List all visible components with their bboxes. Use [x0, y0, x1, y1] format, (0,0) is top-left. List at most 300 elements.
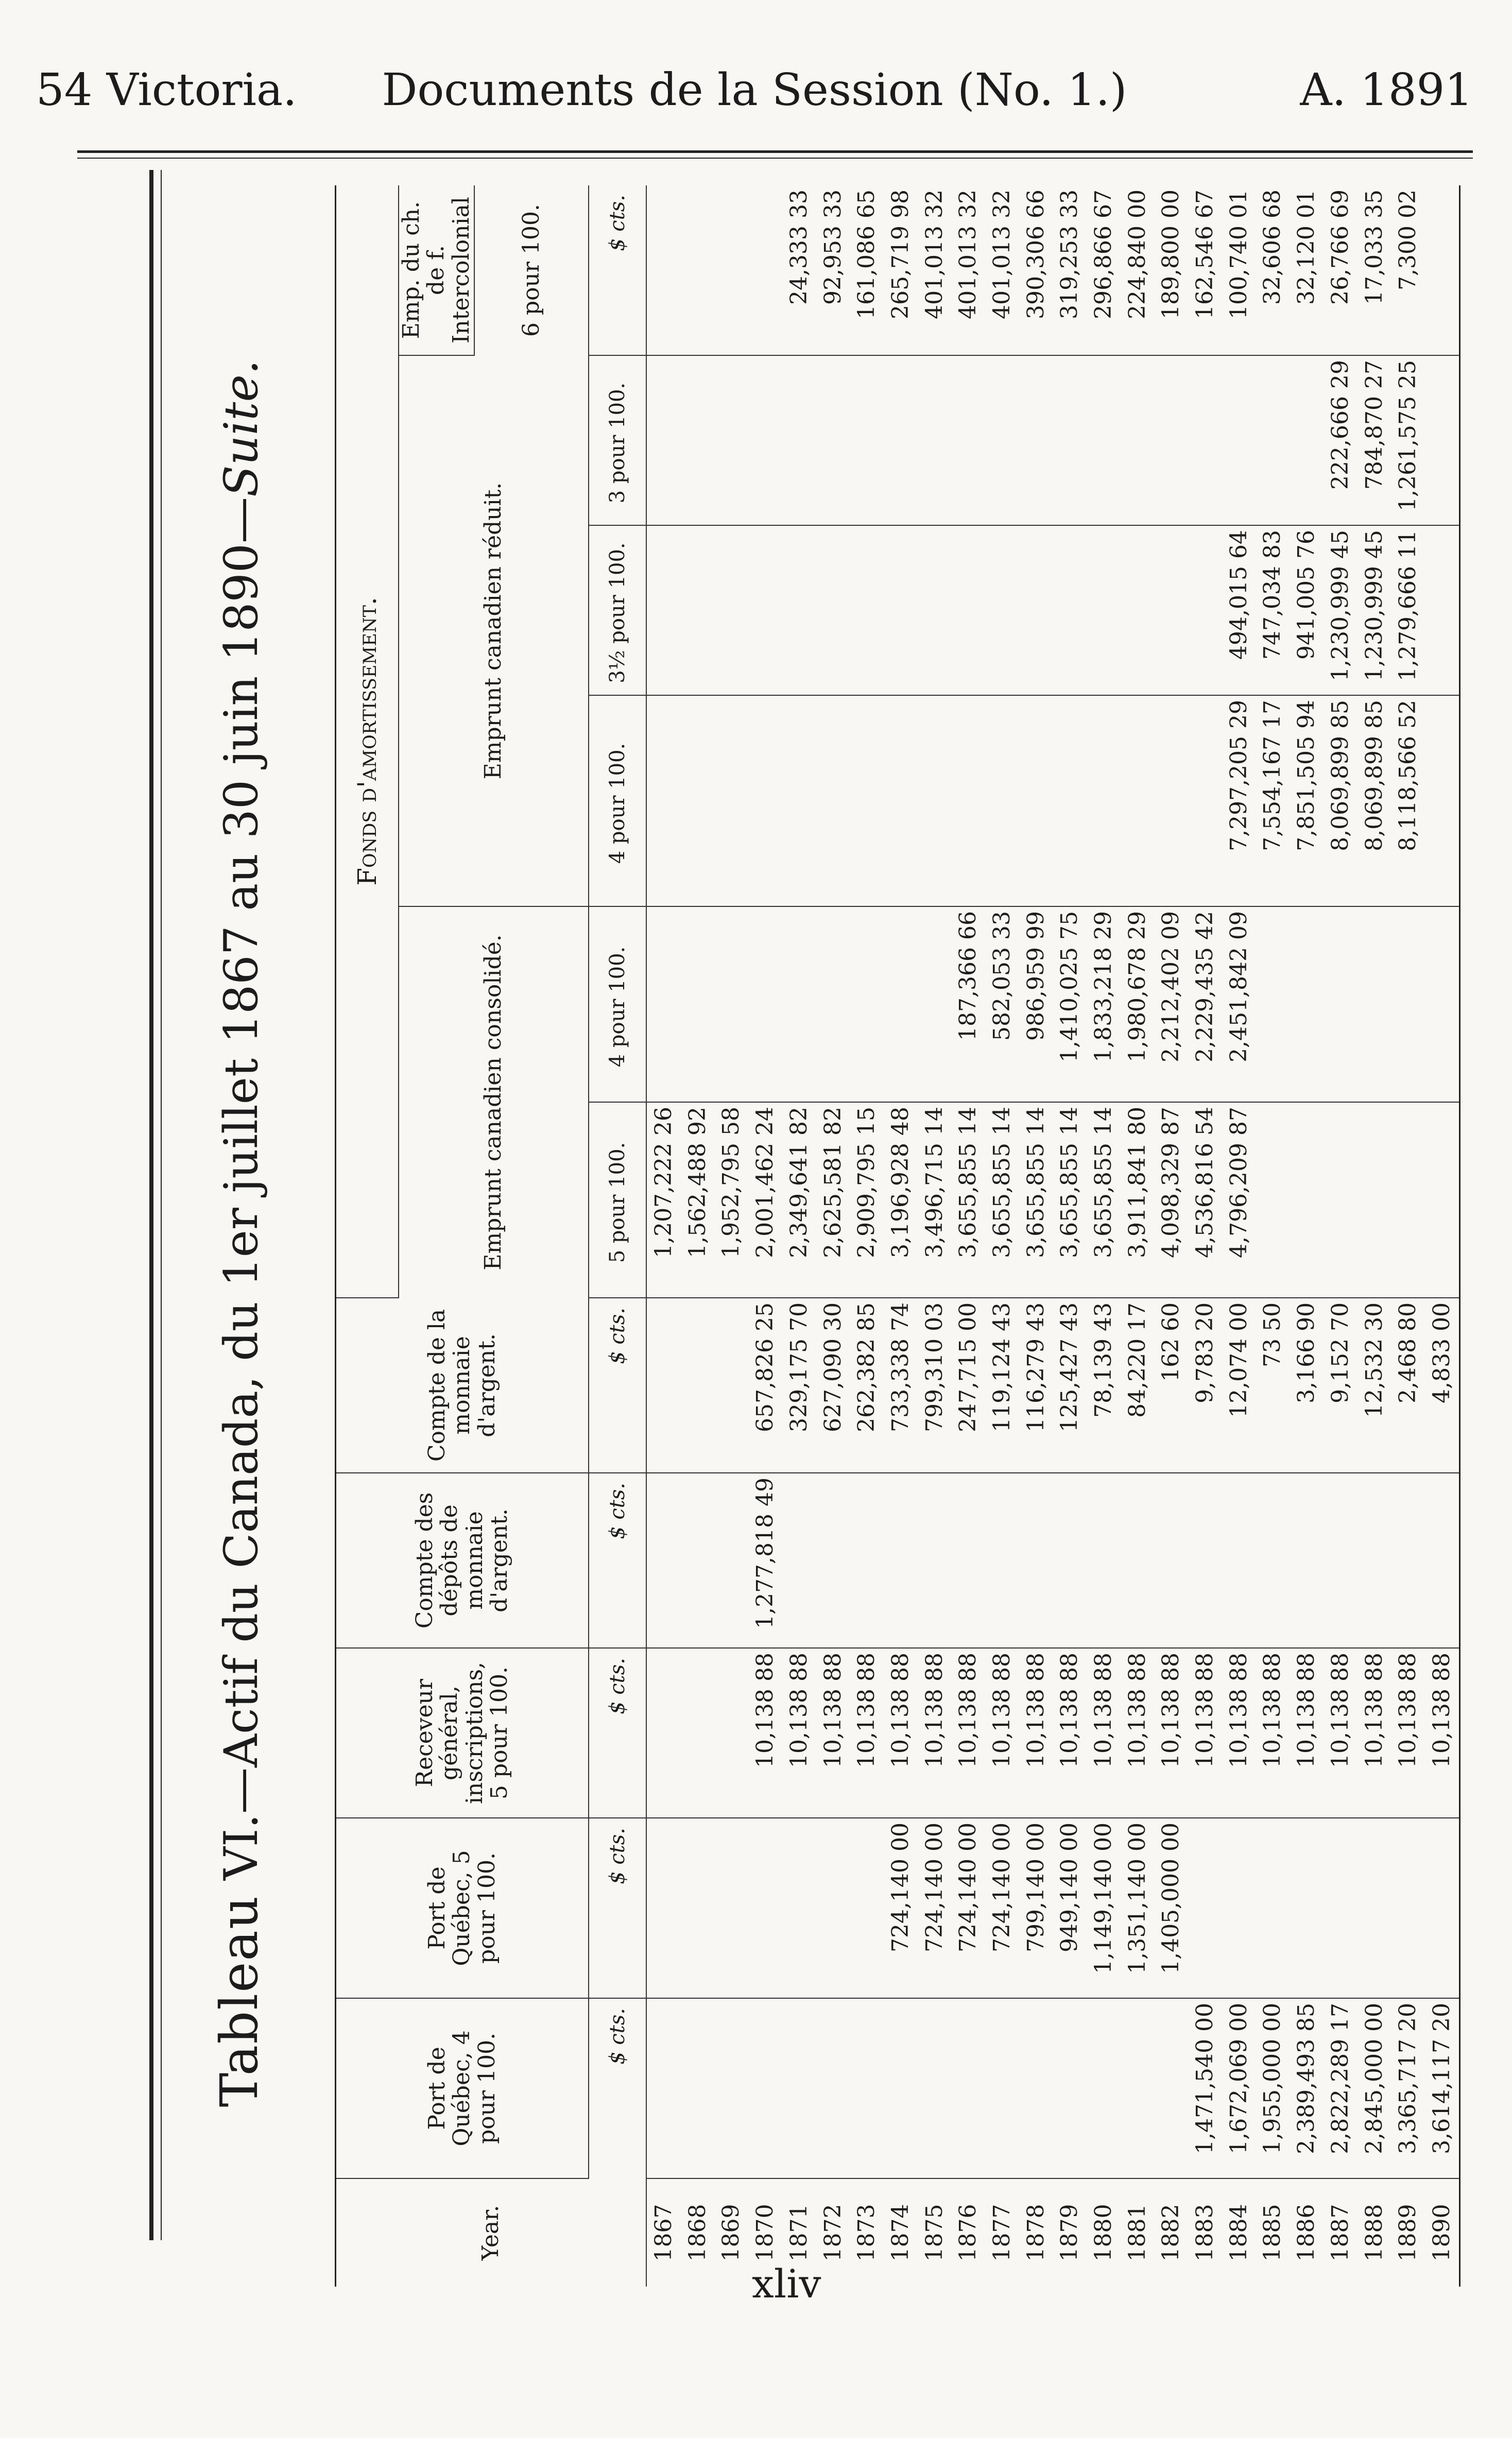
table-row	[918, 185, 952, 2287]
value-cell-rg: 10,138 88	[1290, 1648, 1324, 1818]
year-cell: 1882	[1158, 2204, 1184, 2262]
value-cell-r3	[985, 355, 1019, 525]
value-cell-c5: 3,196,928 48	[884, 1102, 918, 1298]
value-cell-cm: 162 60	[1155, 1298, 1189, 1473]
table-row	[1121, 185, 1155, 2287]
value-cell-p5	[715, 1818, 749, 1998]
year-cell: 1877	[988, 2204, 1015, 2262]
table-frame	[335, 185, 1461, 2287]
value-cell-p5	[1324, 1818, 1358, 1998]
value-cell-c4	[1391, 906, 1425, 1102]
value-cell-r4	[850, 695, 884, 906]
value-cell-r3	[816, 355, 850, 525]
value-cell-r35: 1,230,999 45	[1324, 525, 1358, 695]
value-cell-p5: 724,140 00	[884, 1818, 918, 1998]
value-cell-p4: 3,614,117 20	[1425, 1998, 1459, 2178]
value-cell-c4	[681, 906, 715, 1102]
value-cell-p4	[884, 1998, 918, 2178]
header-rule	[77, 150, 1473, 153]
table-row	[1188, 185, 1222, 2287]
consolide-header: Emprunt canadien consolidé.	[399, 906, 589, 1298]
value-cell-r35	[951, 525, 985, 695]
value-cell-dep	[1222, 1473, 1256, 1648]
value-cell-p4	[782, 1998, 816, 2178]
value-cell-p4: 1,672,069 00	[1222, 1998, 1256, 2178]
running-header	[36, 62, 1473, 118]
value-cell-i6	[1425, 185, 1459, 355]
value-cell-r3	[1019, 355, 1053, 525]
value-cell-rg	[715, 1648, 749, 1818]
table-body	[646, 185, 1459, 2287]
value-cell-dep	[715, 1473, 749, 1648]
value-cell-c4	[748, 906, 782, 1102]
value-cell-p4	[951, 1998, 985, 2178]
value-cell-c4	[782, 906, 816, 1102]
value-cell-i6: 26,766 69	[1324, 185, 1358, 355]
value-cell-c5: 3,655,855 14	[951, 1102, 985, 1298]
value-cell-dep	[1087, 1473, 1121, 1648]
value-cell-r3: 222,666 29	[1324, 355, 1358, 525]
table-row	[1425, 185, 1459, 2287]
value-cell-rg: 10,138 88	[1324, 1648, 1358, 1818]
value-cell-c5	[1256, 1102, 1290, 1298]
value-cell-c4	[1290, 906, 1324, 1102]
value-cell-r35: 1,279,666 11	[1391, 525, 1425, 695]
value-cell-c5	[1391, 1102, 1425, 1298]
value-cell-i6: 32,606 68	[1256, 185, 1290, 355]
value-cell-dep	[1425, 1473, 1459, 1648]
year-cell: 1881	[1124, 2204, 1150, 2262]
value-cell-r3	[1121, 355, 1155, 525]
year-cell: 1888	[1361, 2204, 1387, 2262]
value-cell-r3	[1425, 355, 1459, 525]
value-cell-r3	[1222, 355, 1256, 525]
value-cell-i6: 162,546 67	[1188, 185, 1222, 355]
value-cell-p4	[816, 1998, 850, 2178]
table-row	[816, 185, 850, 2287]
value-cell-r3: 784,870 27	[1358, 355, 1391, 525]
value-cell-dep	[646, 1473, 681, 1648]
value-cell-c4: 187,366 66	[951, 906, 985, 1102]
unit-dep: $ cts.	[589, 1473, 646, 1648]
value-cell-r4	[681, 695, 715, 906]
value-cell-c4	[1324, 906, 1358, 1102]
fonds-header: Fonds d'amortissement.	[336, 185, 399, 1298]
value-cell-p5	[681, 1818, 715, 1998]
table-row	[1053, 185, 1087, 2287]
table-title	[175, 170, 304, 2297]
value-cell-r35	[1053, 525, 1087, 695]
value-cell-c5: 3,655,855 14	[1019, 1102, 1053, 1298]
value-cell-c5: 3,496,715 14	[918, 1102, 952, 1298]
table-row	[951, 185, 985, 2287]
value-cell-rg: 10,138 88	[816, 1648, 850, 1818]
value-cell-dep	[1358, 1473, 1391, 1648]
year-cell: 1884	[1225, 2204, 1252, 2262]
value-cell-r4: 7,851,505 94	[1290, 695, 1324, 906]
value-cell-r35	[681, 525, 715, 695]
value-cell-c4: 2,212,402 09	[1155, 906, 1189, 1102]
year-cell: 1885	[1259, 2204, 1286, 2262]
value-cell-r35	[816, 525, 850, 695]
value-cell-p5: 1,351,140 00	[1121, 1818, 1155, 1998]
value-cell-c5	[1358, 1102, 1391, 1298]
table-row	[1087, 185, 1121, 2287]
value-cell-i6	[646, 185, 681, 355]
header-session: 54 Victoria.	[36, 64, 297, 116]
year-cell: 1869	[718, 2204, 745, 2262]
value-cell-p5: 724,140 00	[918, 1818, 952, 1998]
value-cell-i6: 17,033 35	[1358, 185, 1391, 355]
value-cell-dep	[816, 1473, 850, 1648]
value-cell-p5	[646, 1818, 681, 1998]
value-cell-cm: 12,532 30	[1358, 1298, 1391, 1473]
value-cell-r3	[681, 355, 715, 525]
value-cell-dep	[1121, 1473, 1155, 1648]
table-row	[1358, 185, 1391, 2287]
value-cell-c4	[884, 906, 918, 1102]
value-cell-i6	[681, 185, 715, 355]
value-cell-r4	[782, 695, 816, 906]
table-row	[646, 185, 681, 2287]
value-cell-r4	[1425, 695, 1459, 906]
value-cell-r3	[1053, 355, 1087, 525]
year-cell: 1875	[921, 2204, 948, 2262]
value-cell-i6: 401,013 32	[918, 185, 952, 355]
value-cell-r35	[985, 525, 1019, 695]
value-cell-p5	[782, 1818, 816, 1998]
table-row	[1290, 185, 1324, 2287]
value-cell-p5	[1358, 1818, 1391, 1998]
value-cell-r3	[782, 355, 816, 525]
value-cell-p5	[1188, 1818, 1222, 1998]
year-cell: 1878	[1022, 2204, 1049, 2262]
value-cell-p5: 724,140 00	[951, 1818, 985, 1998]
value-cell-r3	[1155, 355, 1189, 525]
value-cell-c5: 3,655,855 14	[1053, 1102, 1087, 1298]
value-cell-c5: 4,796,209 87	[1222, 1102, 1256, 1298]
value-cell-p4	[715, 1998, 749, 2178]
table-row	[1256, 185, 1290, 2287]
value-cell-r35	[748, 525, 782, 695]
value-cell-cm: 12,074 00	[1222, 1298, 1256, 1473]
value-cell-cm: 627,090 30	[816, 1298, 850, 1473]
value-cell-p4	[646, 1998, 681, 2178]
value-cell-c4	[816, 906, 850, 1102]
unit-p5: $ cts.	[589, 1818, 646, 1998]
value-cell-rg: 10,138 88	[1425, 1648, 1459, 1818]
value-cell-rg: 10,138 88	[951, 1648, 985, 1818]
value-cell-r35	[715, 525, 749, 695]
value-cell-r35	[782, 525, 816, 695]
value-cell-r4	[1121, 695, 1155, 906]
value-cell-i6	[715, 185, 749, 355]
value-cell-cm: 78,139 43	[1087, 1298, 1121, 1473]
value-cell-r35	[884, 525, 918, 695]
year-cell: 1873	[853, 2204, 880, 2262]
value-cell-i6: 390,306 66	[1019, 185, 1053, 355]
margin-rule	[149, 170, 153, 2240]
value-cell-dep	[985, 1473, 1019, 1648]
value-cell-c5: 1,207,222 26	[646, 1102, 681, 1298]
value-cell-p4: 3,365,717 20	[1391, 1998, 1425, 2178]
value-cell-r35	[1425, 525, 1459, 695]
value-cell-r35	[918, 525, 952, 695]
value-cell-r3	[715, 355, 749, 525]
value-cell-dep	[884, 1473, 918, 1648]
value-cell-dep	[1053, 1473, 1087, 1648]
value-cell-c5: 2,909,795 15	[850, 1102, 884, 1298]
value-cell-rg	[681, 1648, 715, 1818]
year-cell: 1890	[1429, 2204, 1455, 2262]
value-cell-p4: 1,955,000 00	[1256, 1998, 1290, 2178]
value-cell-p5: 1,405,000 00	[1155, 1818, 1189, 1998]
value-cell-c4: 2,229,435 42	[1188, 906, 1222, 1102]
value-cell-dep: 1,277,818 49	[748, 1473, 782, 1648]
value-cell-r3	[748, 355, 782, 525]
value-cell-p4	[681, 1998, 715, 2178]
year-cell: 1879	[1056, 2204, 1083, 2262]
value-cell-rg: 10,138 88	[884, 1648, 918, 1818]
value-cell-p4: 2,389,493 85	[1290, 1998, 1324, 2178]
value-cell-r4	[918, 695, 952, 906]
year-cell: 1887	[1327, 2204, 1353, 2262]
value-cell-c5: 2,349,641 82	[782, 1102, 816, 1298]
value-cell-c4	[1425, 906, 1459, 1102]
value-cell-dep	[1188, 1473, 1222, 1648]
value-cell-p5	[850, 1818, 884, 1998]
value-cell-cm: 733,338 74	[884, 1298, 918, 1473]
value-cell-cm	[646, 1298, 681, 1473]
year-cell: 1874	[887, 2204, 914, 2262]
value-cell-r3	[1188, 355, 1222, 525]
value-cell-r35	[1019, 525, 1053, 695]
table-row	[1324, 185, 1358, 2287]
value-cell-i6: 319,253 33	[1053, 185, 1087, 355]
value-cell-c4	[1256, 906, 1290, 1102]
r3-subheader: 3 pour 100.	[589, 355, 646, 525]
value-cell-p5	[1256, 1818, 1290, 1998]
value-cell-p4	[985, 1998, 1019, 2178]
i6-header: 6 pour 100.	[474, 185, 589, 355]
value-cell-dep	[1290, 1473, 1324, 1648]
r35-subheader: 3½ pour 100.	[589, 525, 646, 695]
port-quebec-4-header: Port de Québec, 4 pour 100.	[336, 1998, 589, 2178]
value-cell-r4	[1087, 695, 1121, 906]
value-cell-r3	[884, 355, 918, 525]
value-cell-c4	[918, 906, 952, 1102]
c4-subheader: 4 pour 100.	[589, 906, 646, 1102]
value-cell-cm: 116,279 43	[1019, 1298, 1053, 1473]
title-suffix: Suite.	[214, 359, 268, 497]
intercolonial-header: Emp. du ch. de f. Intercolonial	[399, 185, 474, 355]
value-cell-c5: 4,536,816 54	[1188, 1102, 1222, 1298]
value-cell-p5: 799,140 00	[1019, 1818, 1053, 1998]
r4-subheader: 4 pour 100.	[589, 695, 646, 906]
c5-subheader: 5 pour 100.	[589, 1102, 646, 1298]
value-cell-r3	[1290, 355, 1324, 525]
page-number: xliv	[752, 2261, 821, 2307]
unit-i6: $ cts.	[589, 185, 646, 355]
value-cell-p5: 724,140 00	[985, 1818, 1019, 1998]
value-cell-r4	[715, 695, 749, 906]
value-cell-r3	[1256, 355, 1290, 525]
value-cell-cm: 329,175 70	[782, 1298, 816, 1473]
compte-monnaie-header: Compte de la monnaie d'argent.	[336, 1298, 589, 1473]
value-cell-i6	[748, 185, 782, 355]
value-cell-c5	[1425, 1102, 1459, 1298]
header-documents: Documents de la Session (No. 1.)	[382, 64, 1127, 116]
value-cell-r3	[850, 355, 884, 525]
year-cell: 1883	[1192, 2204, 1218, 2262]
value-cell-c5: 2,001,462 24	[748, 1102, 782, 1298]
value-cell-dep	[681, 1473, 715, 1648]
value-cell-cm: 4,833 00	[1425, 1298, 1459, 1473]
value-cell-dep	[918, 1473, 952, 1648]
value-cell-i6: 100,740 01	[1222, 185, 1256, 355]
value-cell-r4	[816, 695, 850, 906]
table-row	[782, 185, 816, 2287]
value-cell-p4	[1087, 1998, 1121, 2178]
table-row	[1155, 185, 1189, 2287]
value-cell-r4	[748, 695, 782, 906]
value-cell-p4	[850, 1998, 884, 2178]
value-cell-rg: 10,138 88	[1019, 1648, 1053, 1818]
value-cell-c5: 1,562,488 92	[681, 1102, 715, 1298]
value-cell-c4: 1,980,678 29	[1121, 906, 1155, 1102]
value-cell-p4	[1019, 1998, 1053, 2178]
depots-monnaie-header: Compte des dépôts de monnaie d'argent.	[336, 1473, 589, 1648]
value-cell-rg: 10,138 88	[1053, 1648, 1087, 1818]
value-cell-c4: 1,833,218 29	[1087, 906, 1121, 1102]
value-cell-dep	[1324, 1473, 1358, 1648]
value-cell-p5	[816, 1818, 850, 1998]
value-cell-rg: 10,138 88	[918, 1648, 952, 1818]
value-cell-i6: 224,840 00	[1121, 185, 1155, 355]
year-cell: 1880	[1090, 2204, 1117, 2262]
value-cell-r4: 8,069,899 85	[1324, 695, 1358, 906]
value-cell-r4	[646, 695, 681, 906]
value-cell-c5: 2,625,581 82	[816, 1102, 850, 1298]
value-cell-p4	[918, 1998, 952, 2178]
value-cell-r35: 494,015 64	[1222, 525, 1256, 695]
value-cell-rg: 10,138 88	[1087, 1648, 1121, 1818]
value-cell-p4: 1,471,540 00	[1188, 1998, 1222, 2178]
value-cell-cm	[681, 1298, 715, 1473]
value-cell-r4	[985, 695, 1019, 906]
value-cell-i6: 296,866 67	[1087, 185, 1121, 355]
value-cell-p5	[748, 1818, 782, 1998]
table-row	[850, 185, 884, 2287]
table-row	[1391, 185, 1425, 2287]
value-cell-cm	[715, 1298, 749, 1473]
value-cell-rg: 10,138 88	[1256, 1648, 1290, 1818]
value-cell-c4	[646, 906, 681, 1102]
value-cell-r35	[1087, 525, 1121, 695]
port-quebec-5-header: Port de Québec, 5 pour 100.	[336, 1818, 589, 1998]
value-cell-c4: 986,959 99	[1019, 906, 1053, 1102]
value-cell-i6: 7,300 02	[1391, 185, 1425, 355]
value-cell-dep	[1256, 1473, 1290, 1648]
value-cell-cm: 73 50	[1256, 1298, 1290, 1473]
title-text: VI.—Actif du Canada, du 1er juillet 1867 au 30 juin 1890—	[214, 496, 268, 1895]
year-header: Year.	[477, 2205, 504, 2261]
year-cell: 1871	[785, 2204, 812, 2262]
value-cell-r3	[918, 355, 952, 525]
value-cell-i6: 92,953 33	[816, 185, 850, 355]
year-cell: 1872	[819, 2204, 846, 2262]
value-cell-i6: 265,719 98	[884, 185, 918, 355]
reduit-header: Emprunt canadien réduit.	[399, 355, 589, 906]
title-prefix: Tableau	[209, 1895, 269, 2107]
value-cell-i6: 161,086 65	[850, 185, 884, 355]
year-cell: 1889	[1395, 2204, 1421, 2262]
header-rule-thin	[77, 158, 1473, 159]
value-cell-cm: 119,124 43	[985, 1298, 1019, 1473]
value-cell-cm: 84,220 17	[1121, 1298, 1155, 1473]
value-cell-r35	[850, 525, 884, 695]
year-cell: 1868	[684, 2204, 711, 2262]
value-cell-dep	[850, 1473, 884, 1648]
value-cell-r3	[1087, 355, 1121, 525]
value-cell-rg: 10,138 88	[748, 1648, 782, 1818]
table-row	[985, 185, 1019, 2287]
value-cell-r3: 1,261,575 25	[1391, 355, 1425, 525]
value-cell-r4	[951, 695, 985, 906]
value-cell-r35	[1121, 525, 1155, 695]
value-cell-c5	[1324, 1102, 1358, 1298]
value-cell-rg: 10,138 88	[1121, 1648, 1155, 1818]
year-cell: 1870	[752, 2204, 779, 2262]
year-cell: 1876	[955, 2204, 982, 2262]
table-row	[748, 185, 782, 2287]
value-cell-rg: 10,138 88	[1222, 1648, 1256, 1818]
value-cell-r4: 7,554,167 17	[1256, 695, 1290, 906]
value-cell-rg: 10,138 88	[1188, 1648, 1222, 1818]
value-cell-r3	[951, 355, 985, 525]
value-cell-c5: 3,655,855 14	[1087, 1102, 1121, 1298]
value-cell-p4	[748, 1998, 782, 2178]
value-cell-rg: 10,138 88	[985, 1648, 1019, 1818]
value-cell-cm: 799,310 03	[918, 1298, 952, 1473]
value-cell-r35	[1155, 525, 1189, 695]
value-cell-c4	[1358, 906, 1391, 1102]
header-year: A. 1891	[1300, 64, 1473, 116]
value-cell-c5: 1,952,795 58	[715, 1102, 749, 1298]
table-row	[1019, 185, 1053, 2287]
value-cell-i6: 401,013 32	[985, 185, 1019, 355]
value-cell-c4	[850, 906, 884, 1102]
value-cell-cm: 9,783 20	[1188, 1298, 1222, 1473]
value-cell-p4: 2,845,000 00	[1358, 1998, 1391, 2178]
value-cell-cm: 125,427 43	[1053, 1298, 1087, 1473]
value-cell-r35: 941,005 76	[1290, 525, 1324, 695]
value-cell-r4: 8,118,566 52	[1391, 695, 1425, 906]
value-cell-c5: 3,655,855 14	[985, 1102, 1019, 1298]
value-cell-p5	[1425, 1818, 1459, 1998]
value-cell-c4: 2,451,842 09	[1222, 906, 1256, 1102]
rotated-table-page	[175, 170, 1473, 2297]
value-cell-i6: 24,333 33	[782, 185, 816, 355]
value-cell-rg: 10,138 88	[1155, 1648, 1189, 1818]
table-row	[1222, 185, 1256, 2287]
value-cell-p5	[1391, 1818, 1425, 1998]
value-cell-rg: 10,138 88	[1391, 1648, 1425, 1818]
value-cell-cm: 2,468 80	[1391, 1298, 1425, 1473]
value-cell-p5: 949,140 00	[1053, 1818, 1087, 1998]
table-row	[681, 185, 715, 2287]
value-cell-p4	[1121, 1998, 1155, 2178]
